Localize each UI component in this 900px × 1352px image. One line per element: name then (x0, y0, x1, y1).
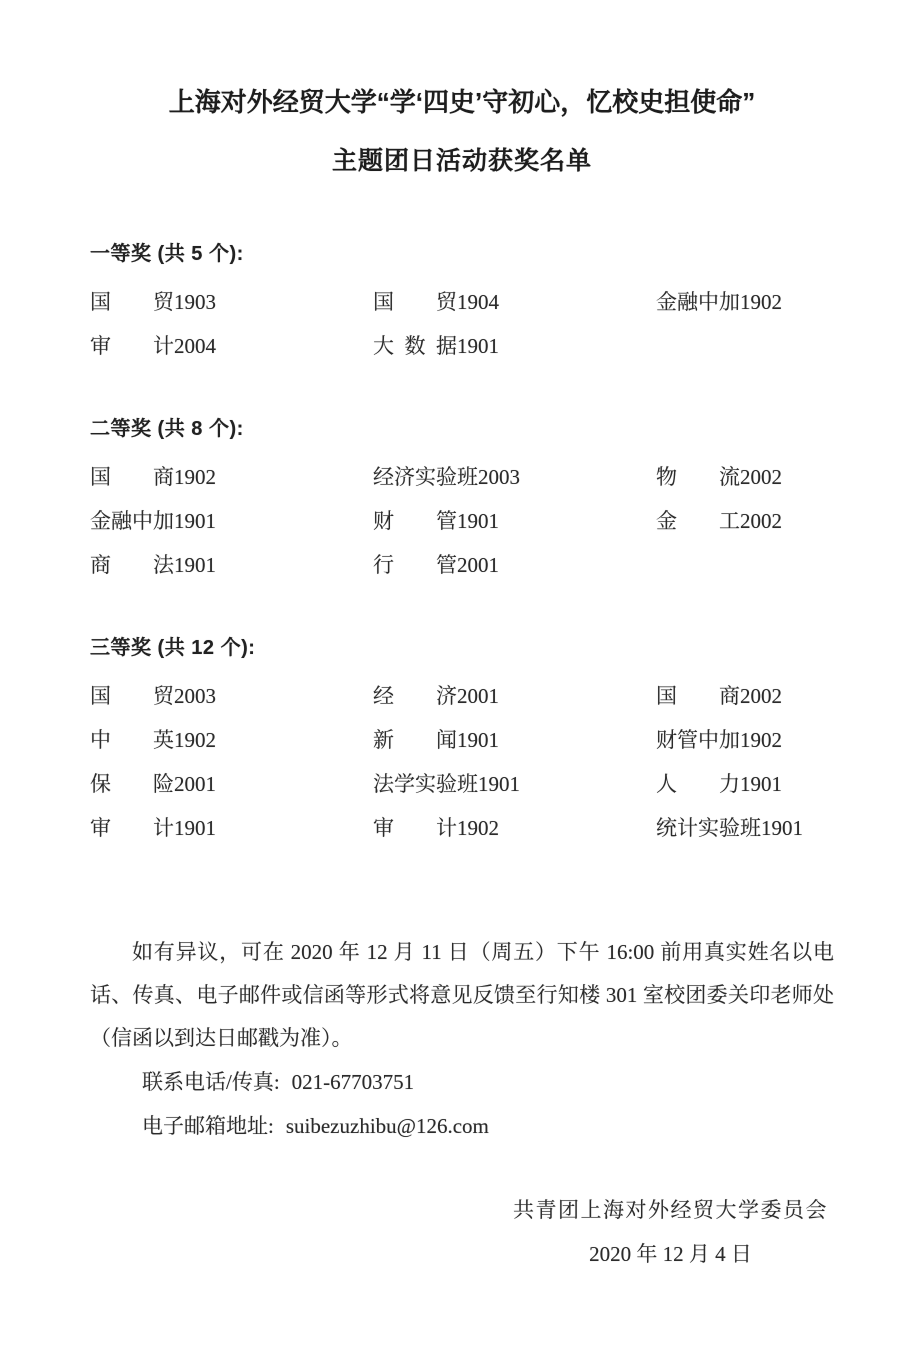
award-item (656, 499, 834, 543)
award-item (90, 674, 373, 718)
class-number: 1901 (740, 772, 782, 796)
class-name: 国商 (90, 465, 174, 489)
award-item (90, 806, 373, 850)
class-number: 1902 (457, 816, 499, 840)
class-number: 2003 (174, 684, 216, 708)
class-number: 1901 (457, 728, 499, 752)
award-section (90, 241, 834, 368)
class-name: 国贸 (90, 684, 174, 708)
award-item (373, 324, 656, 368)
class-name: 金工 (656, 509, 740, 533)
class-name: 行管 (373, 553, 457, 577)
document-title-line2: 主题团日活动获奖名单 (331, 147, 592, 175)
signature-organization: 共青团上海对外经贸大学委员会 (513, 1198, 828, 1222)
class-name: 国商 (656, 684, 740, 708)
signature-block (513, 1188, 828, 1276)
phone-label: 联系电话/传真: (142, 1070, 280, 1094)
award-item (90, 280, 373, 324)
signature-date: 2020 年 12 月 4 日 (589, 1242, 752, 1266)
class-number: 2003 (478, 465, 520, 489)
notice-line-2: 话、传真、电子邮件或信函等形式将意见反馈至行知楼 301 室校团委关印老师处 (90, 983, 834, 1007)
award-item (90, 324, 373, 368)
award-item (373, 499, 656, 543)
class-number: 1902 (174, 728, 216, 752)
award-sections (90, 241, 834, 850)
award-item (656, 718, 834, 762)
class-number: 1901 (761, 816, 803, 840)
class-name: 金融中加 (90, 509, 174, 533)
class-name: 审计 (90, 816, 174, 840)
award-grid (90, 455, 834, 587)
notice-paragraph (90, 931, 834, 1060)
award-item (656, 806, 834, 850)
award-item (373, 762, 656, 806)
notice-line-3: （信函以到达日邮戳为准）。 (90, 1026, 353, 1050)
class-name: 法学实验班 (373, 772, 478, 796)
class-name: 保险 (90, 772, 174, 796)
class-name: 金融中加 (656, 290, 740, 314)
email-address: suibezuzhibu@126.com (285, 1114, 489, 1138)
section-header: 一等奖 (共 5 个): (90, 243, 244, 265)
class-number: 2001 (457, 684, 499, 708)
class-number: 2001 (457, 553, 499, 577)
contact-phone-line (142, 1060, 834, 1104)
class-name: 财管中加 (656, 728, 740, 752)
class-number: 1901 (174, 509, 216, 533)
class-name: 商法 (90, 553, 174, 577)
award-item (373, 806, 656, 850)
section-header: 三等奖 (共 12 个): (90, 637, 256, 659)
award-item (90, 762, 373, 806)
notice-line-1: 如有异议，可在 2020 年 12 月 11 日（周五）下午 16:00 前用真实姓名以电 (132, 940, 834, 964)
class-name: 新闻 (373, 728, 457, 752)
award-grid (90, 674, 834, 850)
class-name: 审计 (90, 334, 174, 358)
document-title-line1: 上海对外经贸大学“学‘四史’守初心，忆校史担使命” (168, 87, 756, 117)
class-number: 1901 (457, 509, 499, 533)
award-item (373, 674, 656, 718)
award-grid (90, 280, 834, 368)
class-number: 1901 (457, 334, 499, 358)
award-item (373, 455, 656, 499)
class-name: 大数据 (373, 334, 457, 358)
class-number: 2004 (174, 334, 216, 358)
email-label: 电子邮箱地址: (142, 1114, 274, 1138)
class-number: 1902 (174, 465, 216, 489)
class-number: 1901 (478, 772, 520, 796)
class-number: 1902 (740, 728, 782, 752)
award-item (373, 718, 656, 762)
section-header: 二等奖 (共 8 个): (90, 418, 244, 440)
class-number: 1901 (174, 816, 216, 840)
award-item (373, 543, 656, 587)
award-item (656, 674, 834, 718)
award-item (373, 280, 656, 324)
class-name: 国贸 (90, 290, 174, 314)
class-number: 1902 (740, 290, 782, 314)
class-name: 审计 (373, 816, 457, 840)
class-name: 统计实验班 (656, 816, 761, 840)
award-section (90, 635, 834, 850)
award-item (656, 455, 834, 499)
phone-number: 021-67703751 (291, 1070, 415, 1094)
award-item (90, 499, 373, 543)
class-number: 1903 (174, 290, 216, 314)
award-item (656, 762, 834, 806)
class-number: 2002 (740, 509, 782, 533)
award-item (656, 280, 834, 324)
class-number: 1904 (457, 290, 499, 314)
class-number: 2001 (174, 772, 216, 796)
class-number: 2002 (740, 684, 782, 708)
award-item (90, 543, 373, 587)
class-number: 2002 (740, 465, 782, 489)
class-name: 人力 (656, 772, 740, 796)
award-item (90, 718, 373, 762)
class-name: 经济 (373, 684, 457, 708)
class-name: 中英 (90, 728, 174, 752)
class-name: 国贸 (373, 290, 457, 314)
award-item (90, 455, 373, 499)
contact-email-line (142, 1104, 834, 1148)
class-name: 经济实验班 (373, 465, 478, 489)
class-number: 1901 (174, 553, 216, 577)
class-name: 财管 (373, 509, 457, 533)
class-name: 物流 (656, 465, 740, 489)
award-section (90, 416, 834, 587)
